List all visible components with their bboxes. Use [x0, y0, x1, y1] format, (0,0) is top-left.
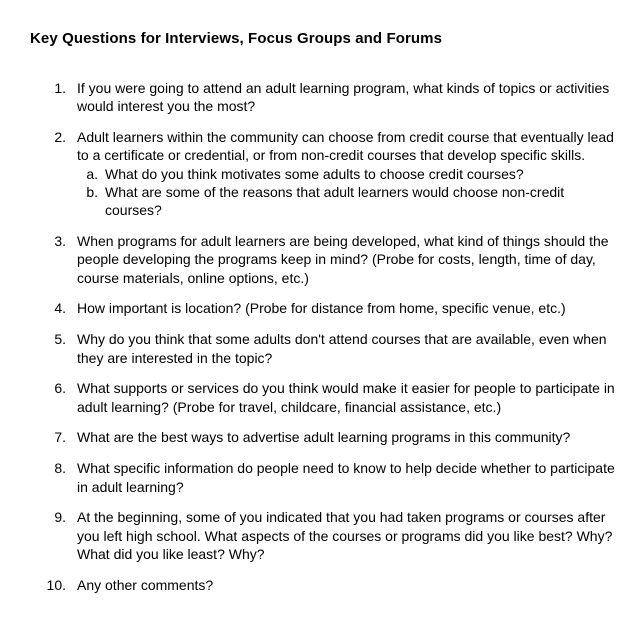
question-body — [77, 459, 622, 496]
sub-question-list — [77, 165, 622, 220]
question-text: What specific information do people need to know to help decide whether to participate in adult learning? — [77, 460, 615, 495]
question-text: What are the best ways to advertise adult learning programs in this community? — [77, 429, 571, 446]
question-text: Why do you think that some adults don't attend courses that are available, even when they are interested in the topic? — [77, 331, 607, 366]
sub-question-item — [77, 183, 622, 220]
question-text: At the beginning, some of you indicated that you had taken programs or courses after you left high school. What aspects of the courses or programs did you like best? Why? What did you like least? Why? — [77, 509, 613, 562]
question-item — [30, 128, 637, 219]
question-body — [77, 508, 622, 563]
question-body — [77, 428, 622, 446]
question-number: 5. — [54, 331, 66, 348]
question-number: 9. — [54, 509, 66, 526]
question-item — [30, 379, 637, 416]
sub-question-letter: a. — [86, 165, 98, 182]
question-body — [77, 79, 622, 116]
question-item — [30, 576, 637, 594]
question-item — [30, 232, 637, 287]
question-number: 4. — [54, 300, 66, 317]
question-text: If you were going to attend an adult learning program, what kinds of topics or activities would interest you the most? — [77, 80, 610, 115]
question-body — [77, 330, 622, 367]
question-text: What supports or services do you think would make it easier for people to participate in adult learning? (Probe for travel, childcare, financial assistance, etc.) — [77, 380, 615, 415]
question-text: How important is location? (Probe for distance from home, specific venue, etc.) — [77, 300, 566, 317]
question-body — [77, 232, 622, 287]
question-item — [30, 508, 637, 563]
question-number: 7. — [54, 429, 66, 446]
document-title: Key Questions for Interviews, Focus Groups and Forums — [30, 30, 443, 47]
question-body — [77, 379, 622, 416]
sub-question-text: What are some of the reasons that adult learners would choose non-credit courses? — [105, 183, 565, 219]
sub-question-text: What do you think motivates some adults to choose credit courses? — [105, 165, 524, 182]
question-number: 2. — [54, 129, 66, 146]
question-item — [30, 330, 637, 367]
question-item — [30, 428, 637, 446]
question-number: 10. — [46, 576, 66, 593]
question-item — [30, 79, 637, 116]
question-text: Any other comments? — [77, 576, 214, 593]
question-number: 1. — [54, 80, 66, 96]
sub-question-letter: b. — [86, 183, 98, 200]
question-body — [77, 128, 622, 219]
question-item — [30, 299, 637, 317]
sub-question-item — [77, 165, 622, 183]
question-text: When programs for adult learners are being developed, what kind of things should the people developing the programs keep in mind? (Probe for costs, length, time of day, course materials, online options, etc.) — [77, 233, 609, 286]
question-text: Adult learners within the community can choose from credit course that eventually lead to a certificate or credential, or from non-credit courses that develop specific skills. — [77, 129, 614, 164]
question-number: 6. — [54, 380, 66, 397]
question-number: 8. — [54, 460, 66, 477]
question-body — [77, 299, 622, 317]
question-number: 3. — [54, 233, 66, 250]
question-list — [30, 79, 637, 594]
question-body — [77, 576, 622, 594]
question-item — [30, 459, 637, 496]
